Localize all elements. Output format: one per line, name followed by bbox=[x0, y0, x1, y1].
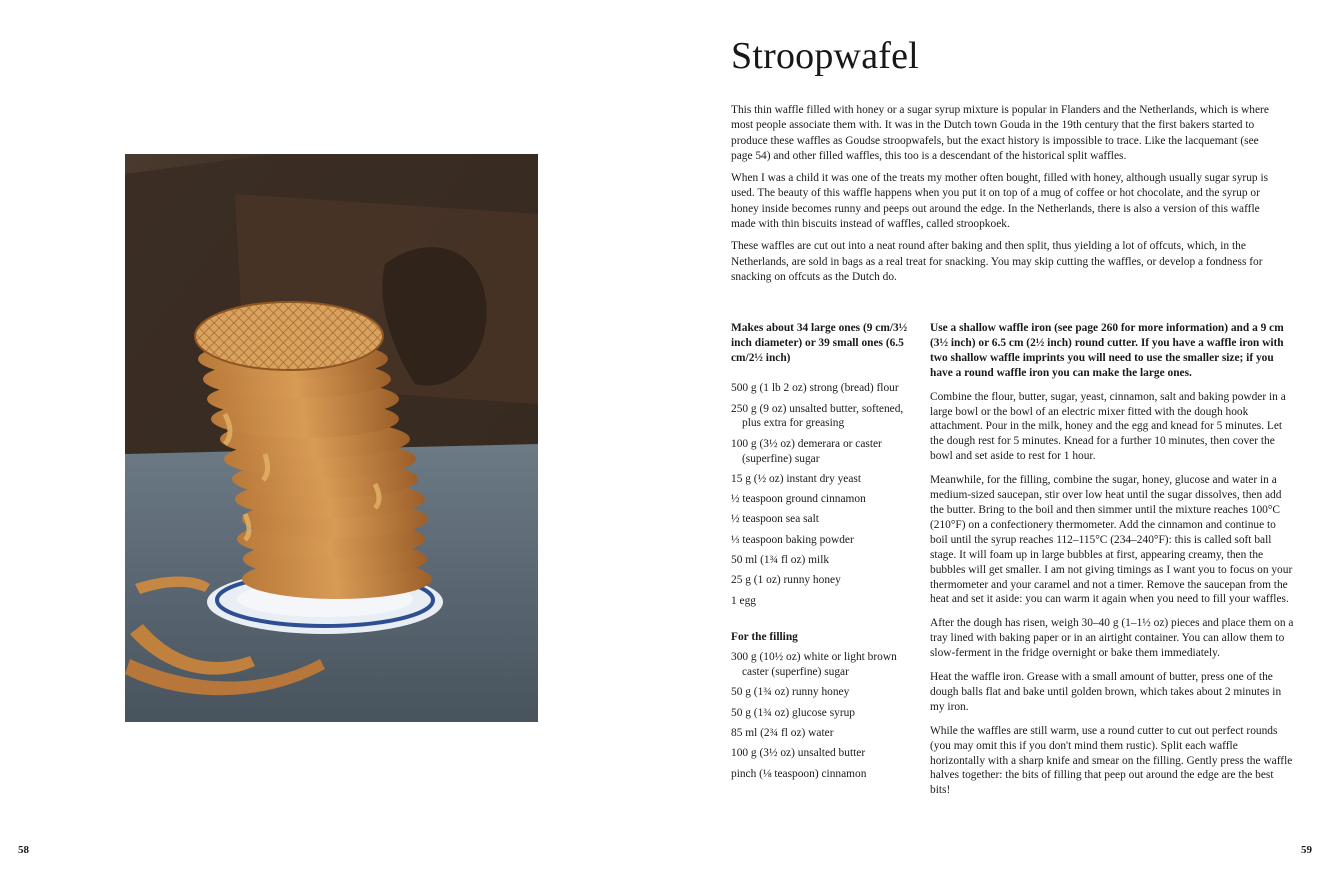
filling-item: 300 g (10½ oz) white or light brown caster (superfine) sugar bbox=[731, 651, 897, 679]
right-page bbox=[668, 0, 1336, 872]
ingredient-item: 15 g (½ oz) instant dry yeast bbox=[731, 472, 862, 485]
filling-item: pinch (⅛ teaspoon) cinnamon bbox=[731, 767, 867, 780]
ingredients-column bbox=[731, 321, 911, 787]
intro-paragraph: When I was a child it was one of the treats my mother often bought, filled with honey, although usually sugar syrup is used. The beauty of this waffle happens when you put it on top of a mug of coffee or hot chocolate, and the syrup or honey inside becomes runny and peeps out around the edge. In the Netherlands, there is also a version of this waffle made with thin biscuits instead of waffles, called stroopkoek. bbox=[731, 172, 1269, 231]
method-step: Heat the waffle iron. Grease with a small amount of butter, press one of the dough balls flat and bake until golden brown, which takes about 2 minutes in my iron. bbox=[930, 671, 1282, 713]
recipe-yield: Makes about 34 large ones (9 cm/3½ inch diameter) or 39 small ones (6.5 cm/2½ inch) bbox=[731, 322, 908, 364]
page-number-right: 59 bbox=[1301, 844, 1312, 856]
ingredient-item: ½ teaspoon sea salt bbox=[731, 513, 819, 526]
stroopwafel-photo bbox=[125, 154, 538, 722]
intro-paragraph: This thin waffle filled with honey or a sugar syrup mixture is popular in Flanders and the Netherlands, which is where most people associate them with. It was in the Dutch town Gouda in the 19th century that the first bakers started to produce these waffles as Goudse stroopwafels, but the exact history is impossible to trace. Like the lacquemant (see page 54) and other filled waffles, this too is a descendant of the historical split waffles. bbox=[731, 104, 1269, 162]
ingredient-item: 100 g (3½ oz) demerara or caster (superfine) sugar bbox=[731, 437, 882, 465]
filling-item: 50 g (1¾ oz) runny honey bbox=[731, 686, 850, 699]
ingredient-list bbox=[731, 381, 911, 608]
method-lead: Use a shallow waffle iron (see page 260 for more information) and a 9 cm (3½ inch) or 6.5 cm (2½ inch) round cutter. If you have a waffle iron with two shallow waffle imprints you will need to use the smaller size; if you have a round waffle iron you can make the large ones. bbox=[930, 322, 1284, 379]
method-step: Meanwhile, for the filling, combine the sugar, honey, glucose and water in a medium-sized saucepan, stir over low heat until the sugar dissolves, then add the butter. Bring to the boil and then simmer until the mixture reaches 100°C (210°F) on a confectionery thermometer. Add the cinnamon and continue to boil until the syrup reaches 112–115°C (234–240°F): this is called soft ball stage. It will foam up in large bubbles at first, appearing creamy, then the bubbles will get smaller. I am not giving timings as I want you to focus on your thermometer and your caramel and not a timer. Remove the saucepan from the heat and set it aside: you can warm it again when you need to fill your waffles. bbox=[930, 474, 1293, 606]
page-number-left: 58 bbox=[18, 844, 29, 856]
ingredient-item: 250 g (9 oz) unsalted butter, softened, plus extra for greasing bbox=[731, 402, 904, 430]
method-step: After the dough has risen, weigh 30–40 g (1–1½ oz) pieces and place them on a tray lined with baking paper or in an airtight container. You can allow them to slow-ferment in the fridge overnight or bake them immediately. bbox=[930, 617, 1294, 660]
recipe-title: Stroopwafel bbox=[731, 35, 919, 77]
ingredient-item: ⅓ teaspoon baking powder bbox=[731, 533, 854, 546]
method-step: Combine the flour, butter, sugar, yeast, cinnamon, salt and baking powder in a large bowl or the bowl of an electric mixer fitted with the dough hook attachment. Pour in the milk, honey and the egg and knead for 5 minutes. Let the dough rest for 5 minutes. Knead for a further 10 minutes, then cover the bowl and set aside to rest for 1 hour. bbox=[930, 390, 1286, 463]
recipe-intro bbox=[731, 103, 1271, 292]
ingredient-item: 25 g (1 oz) runny honey bbox=[731, 574, 841, 587]
ingredient-item: 1 egg bbox=[731, 594, 756, 607]
filling-item: 100 g (3½ oz) unsalted butter bbox=[731, 747, 866, 760]
ingredient-item: 50 ml (1¾ fl oz) milk bbox=[731, 554, 830, 567]
filling-item: 50 g (1¾ oz) glucose syrup bbox=[731, 706, 856, 719]
ingredient-item: 500 g (1 lb 2 oz) strong (bread) flour bbox=[731, 382, 899, 395]
method-column bbox=[930, 321, 1294, 807]
method-step: While the waffles are still warm, use a round cutter to cut out perfect rounds (you may omit this if you don't mind them rustic). Split each waffle horizontally with a sharp knife and smear on the filling. Gently press the waffle halves together: the bits of filling that peep out around the edge are the best bits! bbox=[930, 724, 1293, 797]
intro-paragraph: These waffles are cut out into a neat round after baking and then split, thus yielding a lot of offcuts, which, in the Netherlands, are sold in bags as a real treat for snacking. You may skip cutting the waffles, or develop a fondness for snacking on offcuts as the Dutch do. bbox=[731, 240, 1263, 283]
filling-list bbox=[731, 650, 911, 781]
ingredient-item: ½ teaspoon ground cinnamon bbox=[731, 493, 866, 506]
filling-heading: For the filling bbox=[731, 631, 798, 644]
filling-item: 85 ml (2¾ fl oz) water bbox=[731, 726, 834, 739]
